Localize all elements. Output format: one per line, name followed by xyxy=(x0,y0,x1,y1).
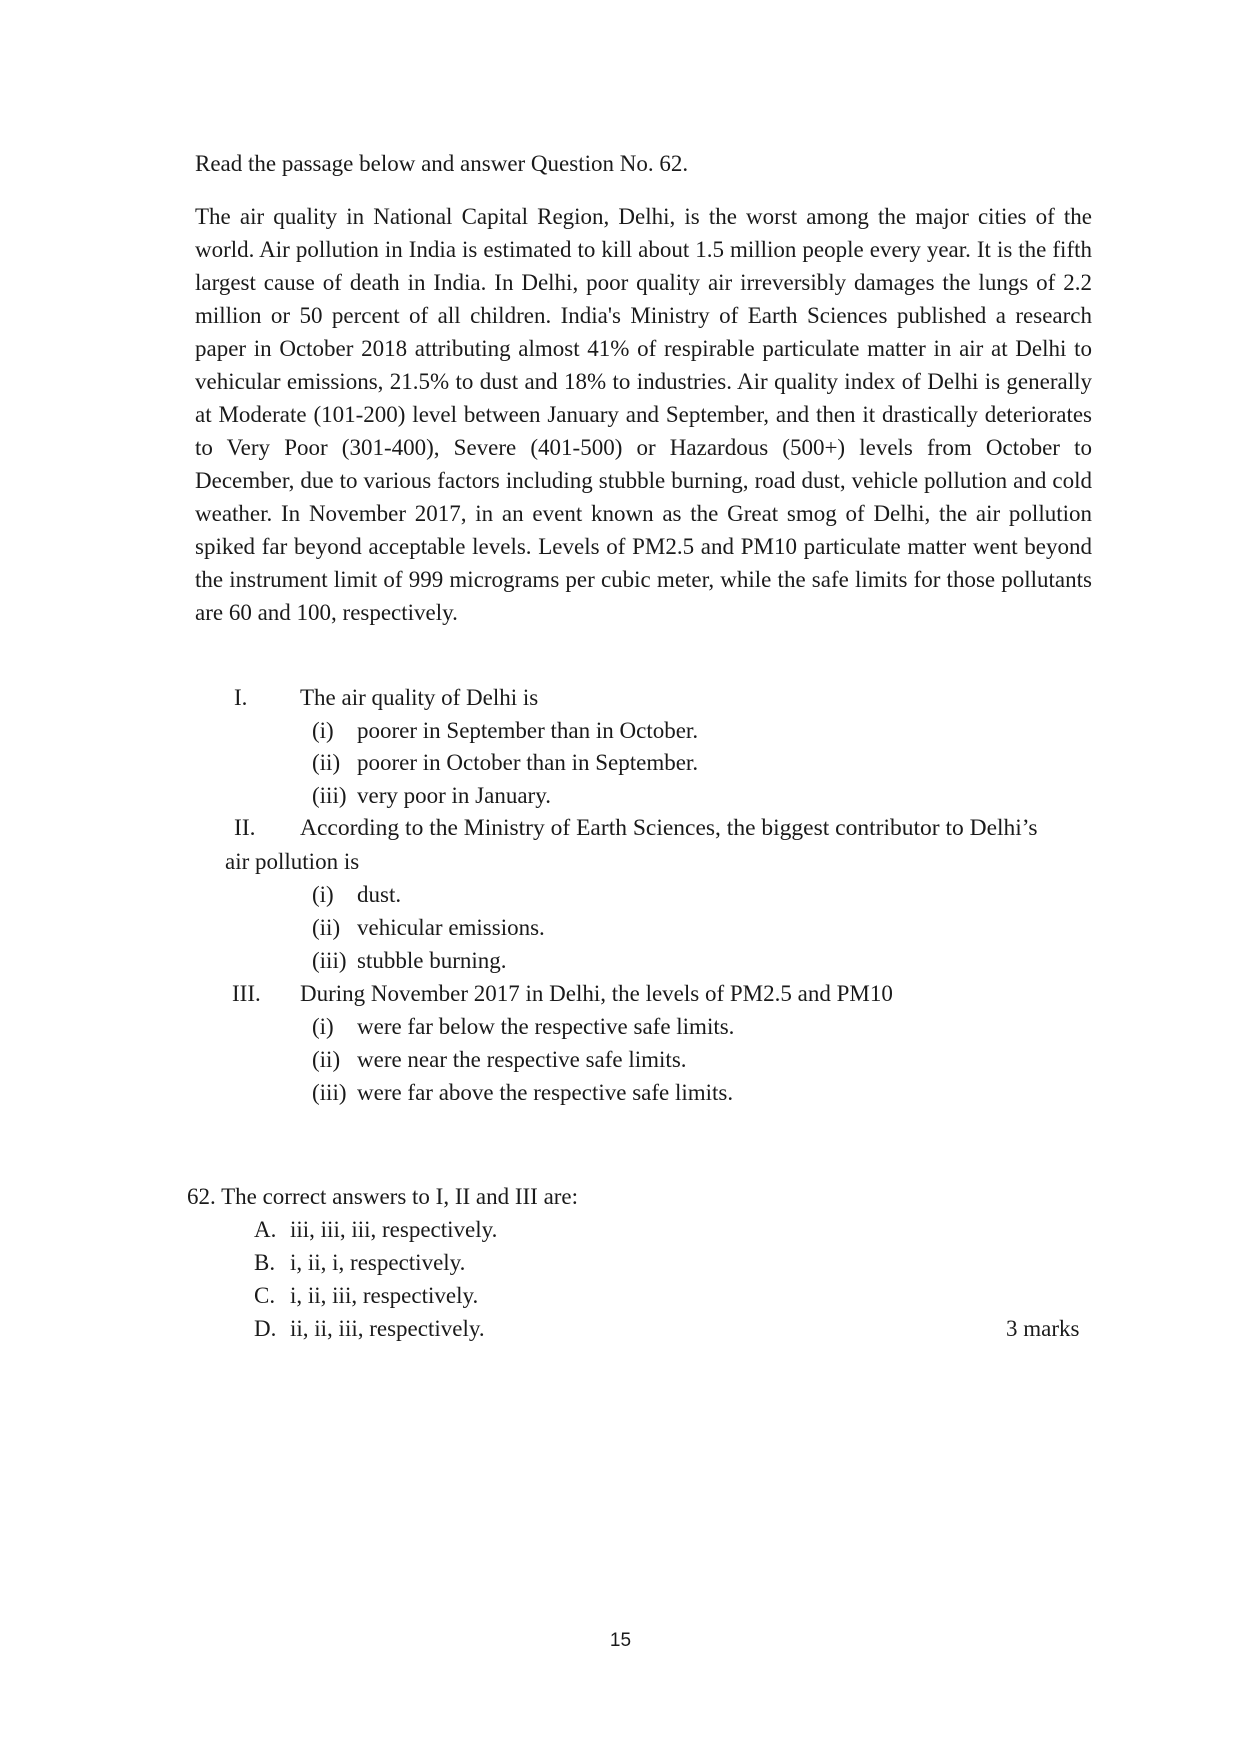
choice-letter: C. xyxy=(254,1283,276,1308)
option-num: (i) xyxy=(312,718,334,743)
choice-text: ii, ii, iii, respectively. xyxy=(290,1316,485,1341)
option-text: were far above the respective safe limits. xyxy=(357,1080,734,1105)
option-text: poorer in September than in October. xyxy=(357,718,699,743)
item-text-iii: During November 2017 in Delhi, the levels of PM2.5 and PM10 xyxy=(300,981,893,1006)
item-label-iii: III. xyxy=(232,981,261,1006)
item-text-i: The air quality of Delhi is xyxy=(300,685,539,710)
choice-text: iii, iii, iii, respectively. xyxy=(290,1217,498,1242)
option-text: poorer in October than in September. xyxy=(357,750,699,775)
option-text: were near the respective safe limits. xyxy=(357,1047,687,1072)
option-num: (ii) xyxy=(312,915,341,940)
option-text: dust. xyxy=(357,882,402,907)
option-num: (i) xyxy=(312,1014,334,1039)
passage-text: The air quality in National Capital Region, Delhi, is the worst among the major cities of the world. Air pollution in India is estimated to kill about 1.5 million people every year. It is the fifth largest cause of death in India. In Delhi, poor quality air irreversibly damages the lungs of 2.2 million or 50 percent of all children. India's Ministry of Earth Sciences published a research paper in October 2018 attributing almost 41% of respirable particulate matter in air at Delhi to vehicular emissions, 21.5% to dust and 18% to industries. Air quality index of Delhi is generally at Moderate (101-200) level between January and September, and then it drastically deteriorates to Very Poor (301-400), Severe (401-500) or Hazardous (500+) levels from October to December, due to various factors including stubble burning, road dust, vehicle pollution and cold weather. In November 2017, in an event known as the Great smog of Delhi, the air pollution spiked far beyond acceptable levels. Levels of PM2.5 and PM10 particulate matter went beyond the instrument limit of 999 micrograms per cubic meter, while the safe limits for those pollutants are 60 and 100, respectively. xyxy=(195,204,1092,625)
choice-letter: A. xyxy=(254,1217,277,1242)
option-num: (iii) xyxy=(312,1080,347,1105)
option-text: were far below the respective safe limits. xyxy=(357,1014,735,1039)
option-text: vehicular emissions. xyxy=(357,915,545,940)
option-num: (ii) xyxy=(312,1047,341,1072)
option-num: (iii) xyxy=(312,783,347,808)
page-number: 15 xyxy=(609,1630,632,1651)
passage-intro: Read the passage below and answer Question No. 62. xyxy=(195,151,689,176)
choice-letter: D. xyxy=(254,1316,277,1341)
option-num: (i) xyxy=(312,882,334,907)
marks-label: 3 marks xyxy=(1006,1316,1080,1341)
item-text-ii: According to the Ministry of Earth Sciences, the biggest contributor to Delhi’s xyxy=(300,815,1038,841)
item-label-i: I. xyxy=(234,685,248,710)
option-num: (ii) xyxy=(312,750,341,775)
question-stem: 62. The correct answers to I, II and III are: xyxy=(187,1184,579,1209)
option-text: very poor in January. xyxy=(357,783,551,808)
item-label-ii: II. xyxy=(234,815,256,841)
choice-text: i, ii, i, respectively. xyxy=(290,1250,466,1275)
choice-letter: B. xyxy=(254,1250,276,1275)
option-num: (iii) xyxy=(312,948,347,973)
option-text: stubble burning. xyxy=(357,948,507,973)
choice-text: i, ii, iii, respectively. xyxy=(290,1283,479,1308)
item-text-ii-continuation: air pollution is xyxy=(225,849,360,874)
